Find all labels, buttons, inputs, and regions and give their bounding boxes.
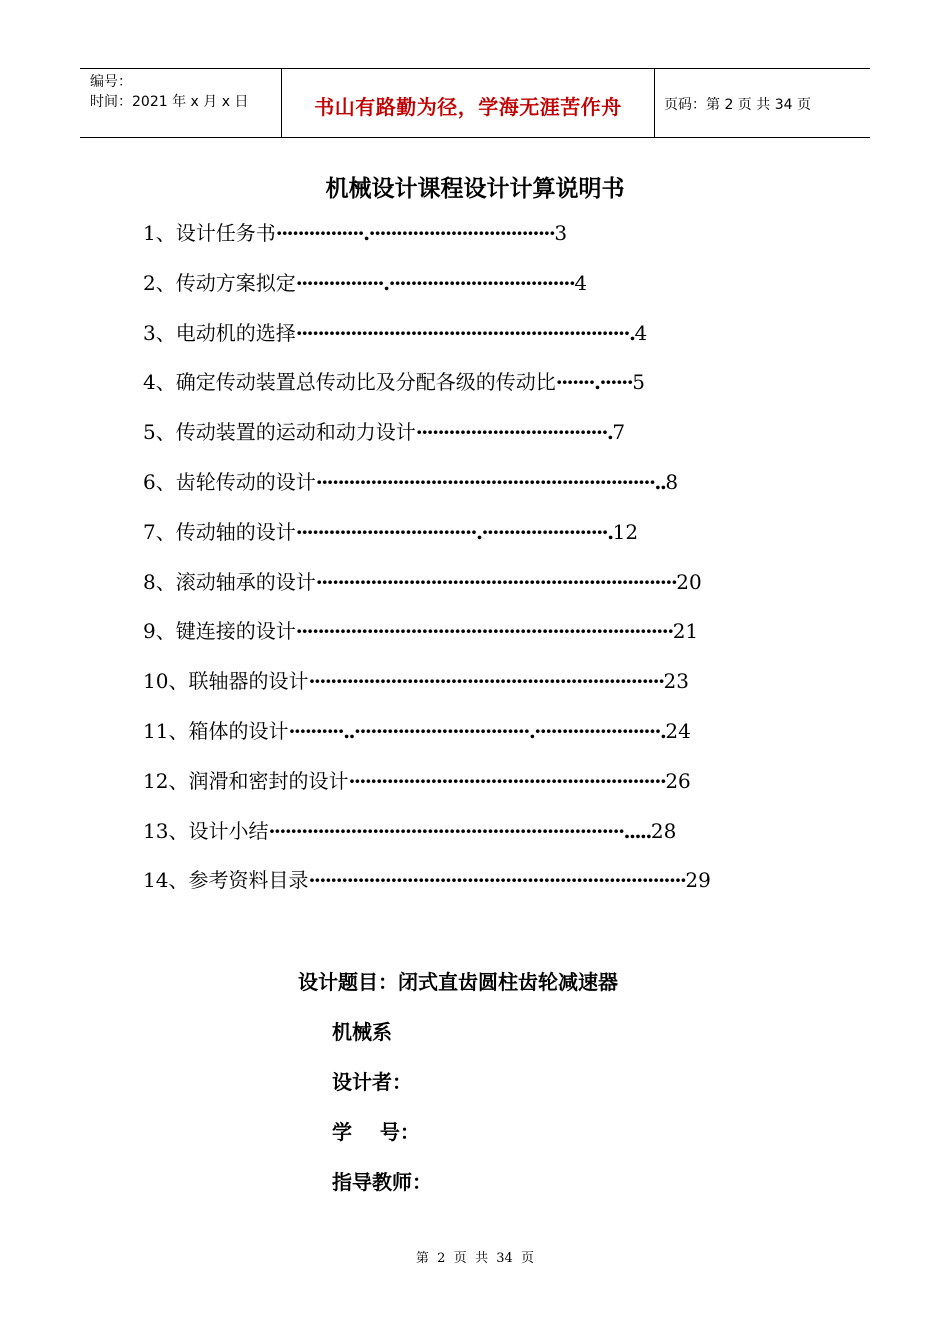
toc-page: 24 (665, 718, 691, 743)
toc-label: 箱体的设计 (188, 718, 289, 743)
toc-number: 3、 (143, 320, 176, 345)
toc-label: 键连接的设计 (175, 619, 296, 644)
document-number: 编号： (90, 74, 132, 90)
advisor-label: 指导教师： (332, 1170, 432, 1194)
header-page-cell (655, 69, 870, 137)
toc-number: 8、 (143, 569, 176, 594)
toc-entry[interactable] (143, 766, 763, 816)
toc-number: 14、 (143, 868, 189, 893)
toc-leader: ·································································· (315, 569, 677, 594)
toc-number: 4、 (143, 370, 176, 395)
toc-number: 6、 (143, 469, 176, 494)
toc-page: 12 (612, 519, 639, 544)
toc-page: 5 (632, 370, 645, 395)
header-motto-cell (282, 69, 655, 137)
toc-page: 29 (685, 868, 711, 893)
toc-entry[interactable] (143, 467, 763, 517)
toc-label: 传动轴的设计 (175, 519, 296, 544)
toc-page: 4 (634, 320, 648, 345)
toc-leader: ················.·································· (275, 221, 555, 245)
toc-page: 7 (612, 420, 626, 445)
toc-leader: ····································································· (308, 868, 686, 893)
toc-number: 1、 (143, 221, 176, 245)
toc-number: 13、 (143, 818, 189, 843)
toc-leader: ································································· (308, 669, 664, 694)
toc-label: 齿轮传动的设计 (175, 469, 316, 494)
toc-number: 5、 (143, 420, 176, 445)
toc-entry[interactable] (143, 268, 763, 318)
toc-page: 8 (665, 469, 679, 494)
toc-number: 11、 (143, 718, 189, 743)
toc-leader: ·····························································. (295, 320, 635, 345)
toc-page: 21 (672, 619, 699, 644)
toc-page: 23 (663, 669, 689, 694)
toc-label: 传动方案拟定 (175, 270, 296, 295)
header-meta-cell (80, 69, 282, 137)
motto: 书山有路勤为径，学海无涯苦作舟 (314, 95, 622, 119)
toc-entry[interactable] (143, 716, 763, 766)
toc-entry[interactable] (143, 567, 763, 617)
toc-number: 7、 (143, 519, 176, 544)
toc-entry[interactable] (143, 616, 763, 666)
toc-entry[interactable] (143, 218, 763, 268)
toc-page: 3 (554, 221, 568, 245)
toc-leader: ················.·································· (295, 270, 575, 295)
toc-label: 确定传动装置总传动比及分配各级的传动比 (175, 370, 556, 395)
toc-number: 12、 (143, 768, 189, 793)
toc-leader: ······························································.. (315, 469, 666, 494)
toc-page: 20 (676, 569, 702, 594)
page-footer: 第 2 页 共 34 页 (415, 1251, 535, 1266)
toc-label: 电动机的选择 (175, 320, 296, 345)
document-title: 机械设计课程设计计算说明书 (325, 175, 625, 202)
table-of-contents (143, 218, 763, 915)
toc-page: 28 (650, 818, 677, 843)
toc-leader: ··········..································.·······················. (288, 718, 666, 743)
document-date: 时间：2021 年 x 月 x 日 (90, 94, 249, 110)
designer-label: 设计者： (332, 1070, 412, 1094)
toc-leader: ·································.·······················. (295, 519, 613, 544)
toc-number: 9、 (143, 619, 176, 644)
toc-entry[interactable] (143, 517, 763, 567)
toc-label: 设计小结 (188, 818, 269, 843)
toc-label: 滚动轴承的设计 (175, 569, 316, 594)
header-table (80, 68, 870, 138)
toc-leader: ·······.······ (555, 370, 633, 395)
toc-entry[interactable] (143, 666, 763, 716)
toc-entry[interactable] (143, 367, 763, 417)
toc-label: 传动装置的运动和动力设计 (175, 420, 416, 445)
toc-entry[interactable] (143, 865, 763, 915)
toc-entry[interactable] (143, 417, 763, 467)
toc-label: 参考资料目录 (188, 868, 309, 893)
toc-leader: ···································. (415, 420, 613, 445)
toc-leader: ····································································· (295, 619, 673, 644)
header-page-info: 页码：第 2 页 共 34 页 (664, 97, 811, 113)
toc-page: 4 (574, 270, 588, 295)
department: 机械系 (332, 1020, 392, 1044)
toc-number: 10、 (143, 669, 189, 694)
toc-label: 设计任务书 (175, 221, 276, 245)
toc-label: 联轴器的设计 (188, 669, 309, 694)
toc-leader: ·································································..... (268, 818, 651, 843)
toc-page: 26 (665, 768, 691, 793)
toc-label: 润滑和密封的设计 (188, 768, 349, 793)
toc-number: 2、 (143, 270, 176, 295)
design-topic: 设计题目：闭式直齿圆柱齿轮减速器 (298, 970, 618, 994)
student-id-label: 学 号： (332, 1120, 420, 1144)
toc-leader: ·························································· (348, 768, 666, 793)
toc-entry[interactable] (143, 318, 763, 368)
toc-entry[interactable] (143, 816, 763, 866)
